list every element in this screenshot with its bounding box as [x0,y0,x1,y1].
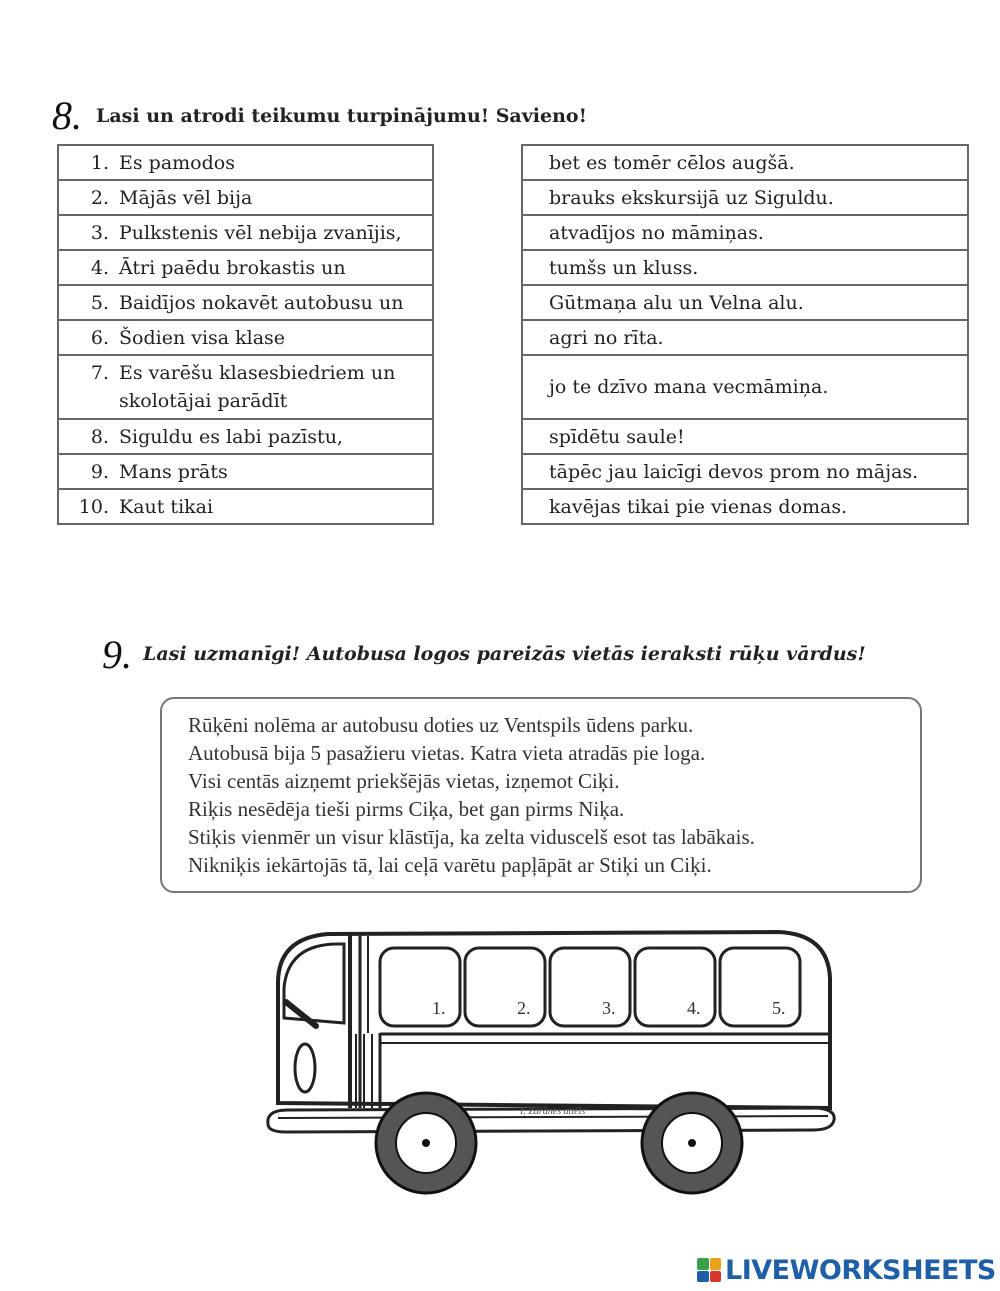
logo-square [710,1271,722,1283]
bus-illustration [258,928,838,1198]
left-row [58,145,433,180]
bus-window-seat-1[interactable] [380,948,460,1026]
illustration-credit: I. Zarānes attēls [520,1106,586,1117]
left-sentence-cell[interactable] [58,250,433,285]
bus-window-seat-4[interactable] [635,948,715,1026]
bus-headlight [295,1044,315,1092]
sentence-ending-cell[interactable]: tāpēc jau laicīgi devos prom no mājas. [522,454,968,489]
left-row [58,180,433,215]
left-row [58,285,433,320]
bus-front-wheel [376,1093,476,1193]
right-row [522,145,968,180]
left-row [58,489,433,524]
left-row [58,250,433,285]
logo-square [710,1258,722,1270]
right-row [522,215,968,250]
exercise-8-title: Lasi un atrodi teikumu turpinājumu! Savieno! [96,105,587,127]
sentence-start: Siguldu es labi pazīstu, [119,425,343,448]
bus-window-seat-5[interactable] [720,948,800,1026]
sentence-ending-cell[interactable]: tumšs un kluss. [522,250,968,285]
exercise-9-title: Lasi uzmanīgi! Autobusa logos pareizās vietās ieraksti rūķu vārdus! [143,643,866,665]
left-row [58,215,433,250]
left-row [58,454,433,489]
story-line: Riķis nesēdēja tieši pirms Ciķa, bet gan pirms Niķa. [188,797,625,821]
item-number: 6. [90,326,109,349]
left-sentence-cell[interactable] [58,454,433,489]
item-number: 4. [90,256,109,279]
left-sentence-cell[interactable] [58,419,433,454]
right-row [522,355,968,419]
item-number: 7. [90,362,109,384]
sentence-ending-cell[interactable]: Gūtmaņa alu un Velna alu. [522,285,968,320]
sentence-ending-cell[interactable]: spīdētu saule! [522,419,968,454]
item-number: 10. [78,495,109,518]
item-number: 8. [90,425,109,448]
left-sentence-cell[interactable] [58,215,433,250]
seat-number-label: 5. [772,998,786,1018]
left-sentence-cell[interactable] [58,145,433,180]
sentence-ending-cell[interactable]: bet es tomēr cēlos augšā. [522,145,968,180]
sentence-ending-cell[interactable]: agri no rīta. [522,320,968,355]
right-sentence-table [521,144,969,525]
bus-rear-wheel [642,1093,742,1193]
left-row [58,419,433,454]
sentence-ending-cell[interactable]: atvadījos no māmiņas. [522,215,968,250]
sentence-start: Kaut tikai [119,495,214,518]
exercise-8-number: 8. [52,93,82,138]
item-number: 5. [90,291,109,314]
sentence-start: Baidījos nokavēt autobusu un [119,291,404,314]
story-line: Visi centās aizņemt priekšējās vietas, izņemot Ciķi. [188,769,620,793]
left-sentence-cell[interactable] [58,180,433,215]
sentence-start: Es varēšu klasesbiedriem un skolotājai parādīt [119,362,396,412]
sentence-ending-cell[interactable]: kavējas tikai pie vienas domas. [522,489,968,524]
left-sentence-cell[interactable] [58,320,433,355]
right-row [522,320,968,355]
seat-number-label: 2. [517,998,531,1018]
story-box [160,697,922,893]
item-number: 1. [90,151,109,174]
seat-number-label: 3. [602,998,616,1018]
story-line: Nikniķis iekārtojās tā, lai ceļā varētu papļāpāt ar Stiķi un Ciķi. [188,853,712,877]
story-line: Autobusā bija 5 pasažieru vietas. Katra vieta atradās pie loga. [188,741,706,765]
left-sentence-cell[interactable] [58,355,433,419]
sentence-start: Mans prāts [119,460,228,483]
left-sentence-table [57,144,434,525]
story-line: Rūķēni nolēma ar autobusu doties uz Ventspils ūdens parku. [188,713,694,737]
bus-window-seat-3[interactable] [550,948,630,1026]
seat-number-label: 4. [687,998,701,1018]
sentence-start: Mājās vēl bija [119,186,253,209]
liveworksheets-brand [697,1254,996,1286]
left-sentence-cell[interactable] [58,285,433,320]
item-number: 3. [90,221,109,244]
sentence-ending-cell[interactable]: brauks ekskursijā uz Siguldu. [522,180,968,215]
sentence-start: Es pamodos [119,151,235,174]
item-number: 2. [90,186,109,209]
brand-text: LIVEWORKSHEETS [725,1254,996,1286]
logo-square [697,1271,709,1283]
story-line: Stiķis vienmēr un visur klāstīja, ka zelta viduscelš esot tas labākais. [188,825,755,849]
sentence-start: Šodien visa klase [119,326,286,349]
right-row [522,285,968,320]
bus-window-seat-2[interactable] [465,948,545,1026]
sentence-ending-cell[interactable]: jo te dzīvo mana vecmāmiņa. [522,355,968,419]
right-row [522,454,968,489]
item-number: 9. [90,460,109,483]
left-row [58,320,433,355]
sentence-start: Pulkstenis vēl nebija zvanījis, [119,221,402,244]
sentence-start: Ātri paēdu brokastis un [119,256,346,279]
left-sentence-cell[interactable] [58,489,433,524]
logo-square [697,1258,709,1270]
right-row [522,489,968,524]
exercise-9-number: 9. [102,632,132,677]
right-row [522,419,968,454]
liveworksheets-logo-icon [697,1258,721,1282]
right-row [522,180,968,215]
right-row [522,250,968,285]
left-row [58,355,433,419]
seat-number-label: 1. [432,998,446,1018]
